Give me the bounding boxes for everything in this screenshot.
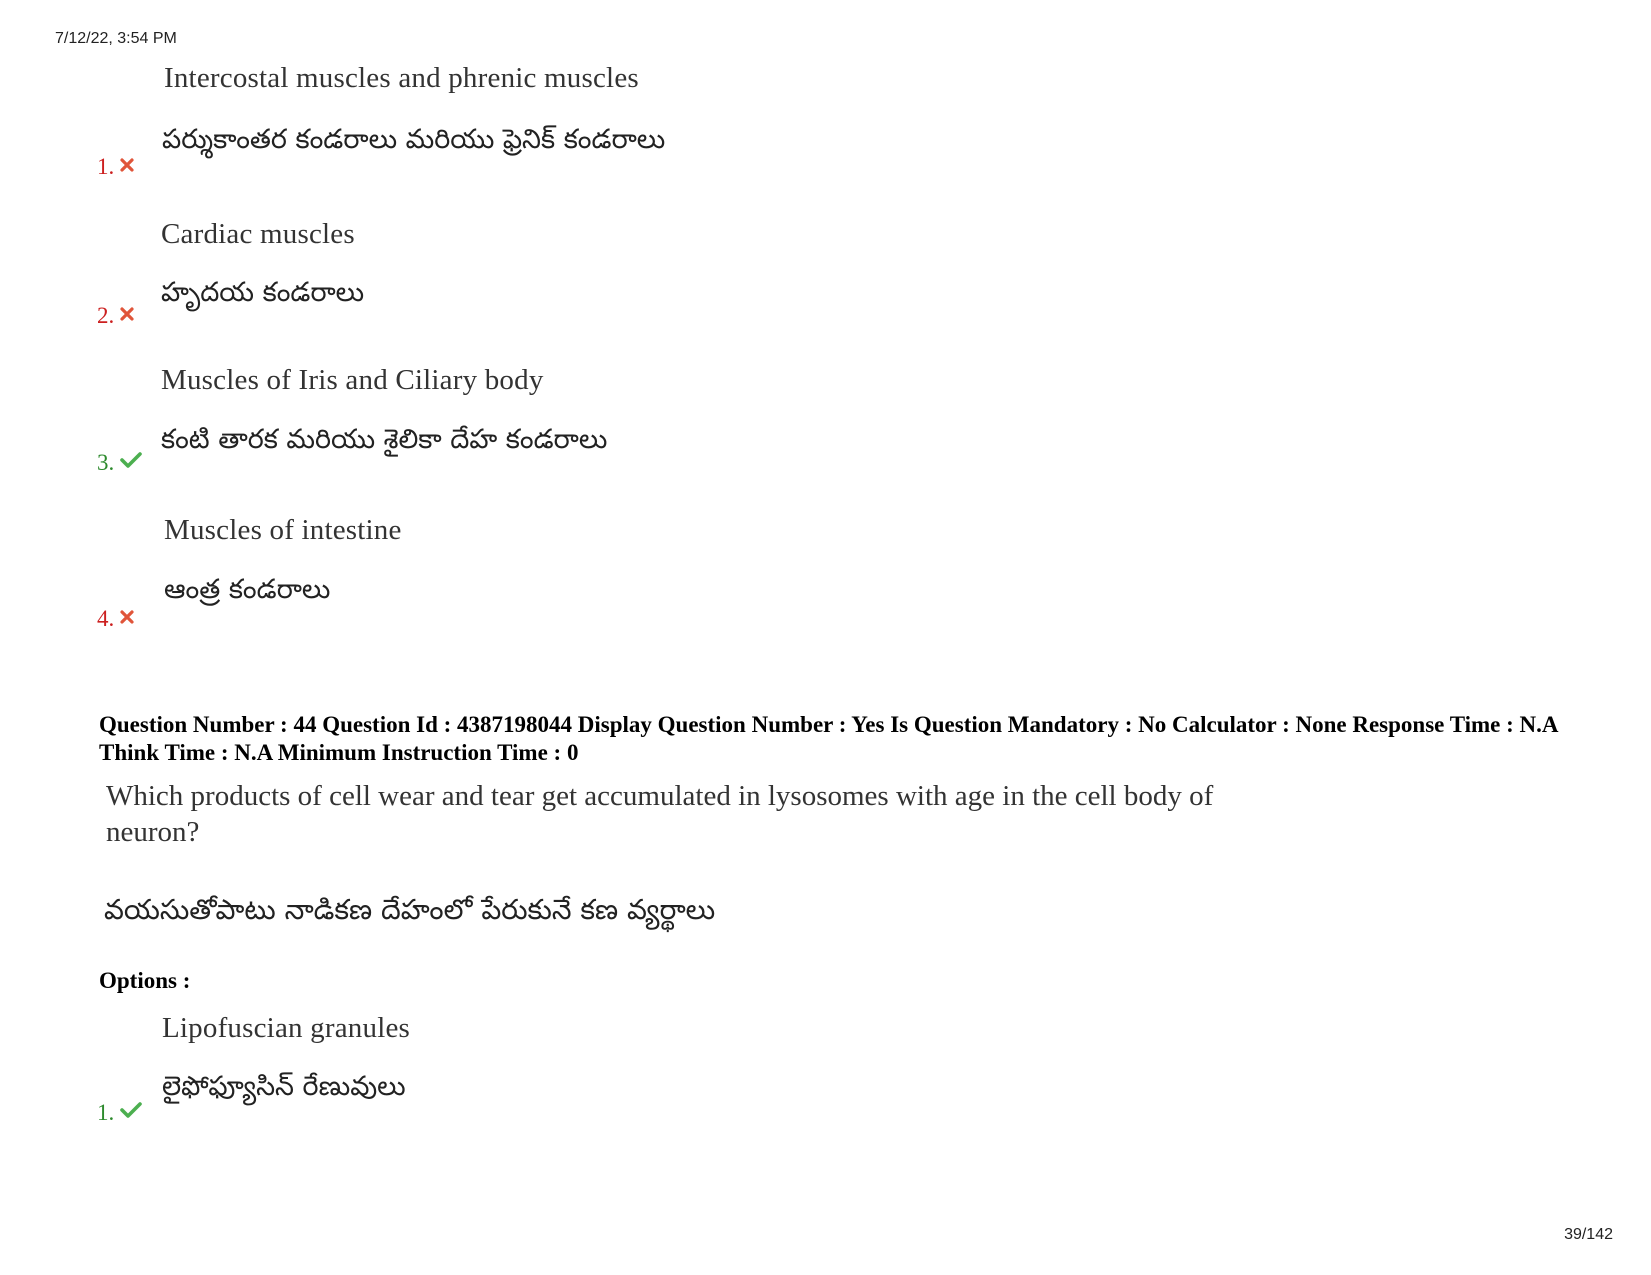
option-3-number: 3. — [97, 450, 115, 475]
option-1-marker — [97, 154, 134, 180]
check-icon — [120, 452, 142, 473]
question-text-english: Which products of cell wear and tear get accumulated in lysosomes with age in the cell body of neuron? — [106, 780, 1214, 848]
option-4-telugu: ఆంత్ర కండరాలు — [164, 574, 331, 605]
option-2-telugu: హృదయ కండరాలు — [161, 277, 365, 308]
option-2-english: Cardiac muscles — [161, 218, 355, 250]
option-1-english: Intercostal muscles and phrenic muscles — [164, 62, 639, 94]
cross-icon — [120, 610, 134, 629]
q44-option-1-number: 1. — [97, 1100, 115, 1125]
option-3-telugu: కంటి తారక మరియు శైలికా దేహ కండరాలు — [161, 424, 608, 455]
option-3-english: Muscles of Iris and Ciliary body — [161, 364, 544, 396]
question-metadata: Question Number : 44 Question Id : 4387198044 Display Question Number : Yes Is Question Mandatory : No Calculator : None Response Time : N.A Think Time : N.A Minimum Instruction Time : 0 — [99, 712, 1558, 765]
cross-icon — [120, 307, 134, 326]
q44-option-1-telugu: లైఫోఫ్యూసిన్ రేణువులు — [162, 1071, 406, 1102]
check-icon — [120, 1102, 142, 1123]
option-1-number: 1. — [97, 154, 115, 179]
option-3-marker — [97, 450, 142, 476]
cross-icon — [120, 158, 134, 177]
option-2-marker — [97, 303, 134, 329]
option-4-marker — [97, 606, 134, 632]
option-4-english: Muscles of intestine — [164, 514, 402, 546]
options-label: Options : — [99, 968, 191, 993]
option-2-number: 2. — [97, 303, 115, 328]
print-datetime: 7/12/22, 3:54 PM — [55, 30, 177, 47]
option-1-telugu: పర్శుకాంతర కండరాలు మరియు ఫ్రెనిక్ కండరాలు — [162, 124, 666, 155]
option-4-number: 4. — [97, 606, 115, 631]
q44-option-1-marker — [97, 1100, 142, 1126]
page-number: 39/142 — [1564, 1226, 1613, 1243]
question-text-telugu: వయసుతోపాటు నాడికణ దేహంలో పేరుకునే కణ వ్యర్థాలు — [104, 893, 716, 926]
q44-option-1-english: Lipofuscian granules — [162, 1012, 411, 1044]
